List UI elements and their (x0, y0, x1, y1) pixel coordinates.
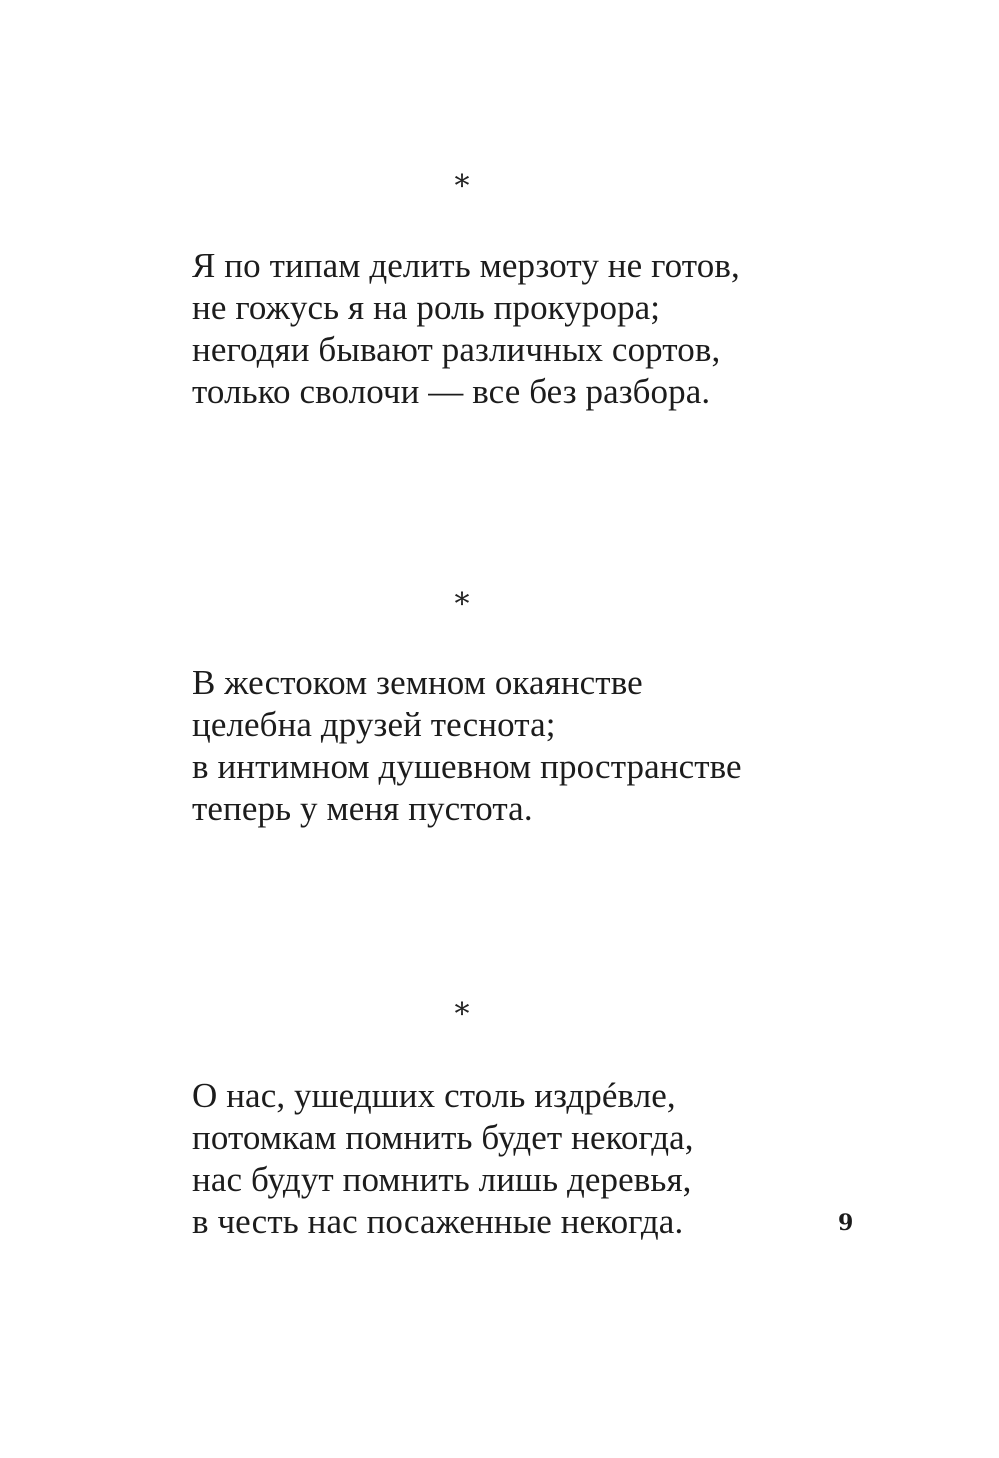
stanza-separator-asterisk: * (454, 169, 470, 204)
poem-line: в интимном душевном пространстве (192, 747, 742, 786)
poem-stanza-1 (192, 245, 740, 413)
poem-line: в честь нас посаженные некогда. (192, 1202, 684, 1241)
poem-line: целебна друзей теснота; (192, 705, 556, 744)
poem-line: потомкам помнить будет некогда, (192, 1118, 694, 1157)
poem-line: только сволочи — все без разбора. (192, 372, 711, 411)
poem-line: нас будут помнить лишь деревья, (192, 1160, 692, 1199)
page-number: 9 (838, 1210, 854, 1236)
stanza-separator-asterisk: * (454, 587, 470, 622)
poem-stanza-3 (192, 1075, 694, 1243)
poem-line: О нас, ушедших столь издрéвле, (192, 1076, 676, 1115)
poem-line: Я по типам делить мерзоту не готов, (192, 246, 740, 285)
poem-stanza-2 (192, 662, 742, 830)
poem-line: В жестоком земном окаянстве (192, 663, 643, 702)
poem-line: теперь у меня пустота. (192, 789, 533, 828)
poem-line: негодяи бывают различных сортов, (192, 330, 721, 369)
poem-line: не гожусь я на роль прокурора; (192, 288, 661, 327)
stanza-separator-asterisk: * (454, 997, 470, 1032)
